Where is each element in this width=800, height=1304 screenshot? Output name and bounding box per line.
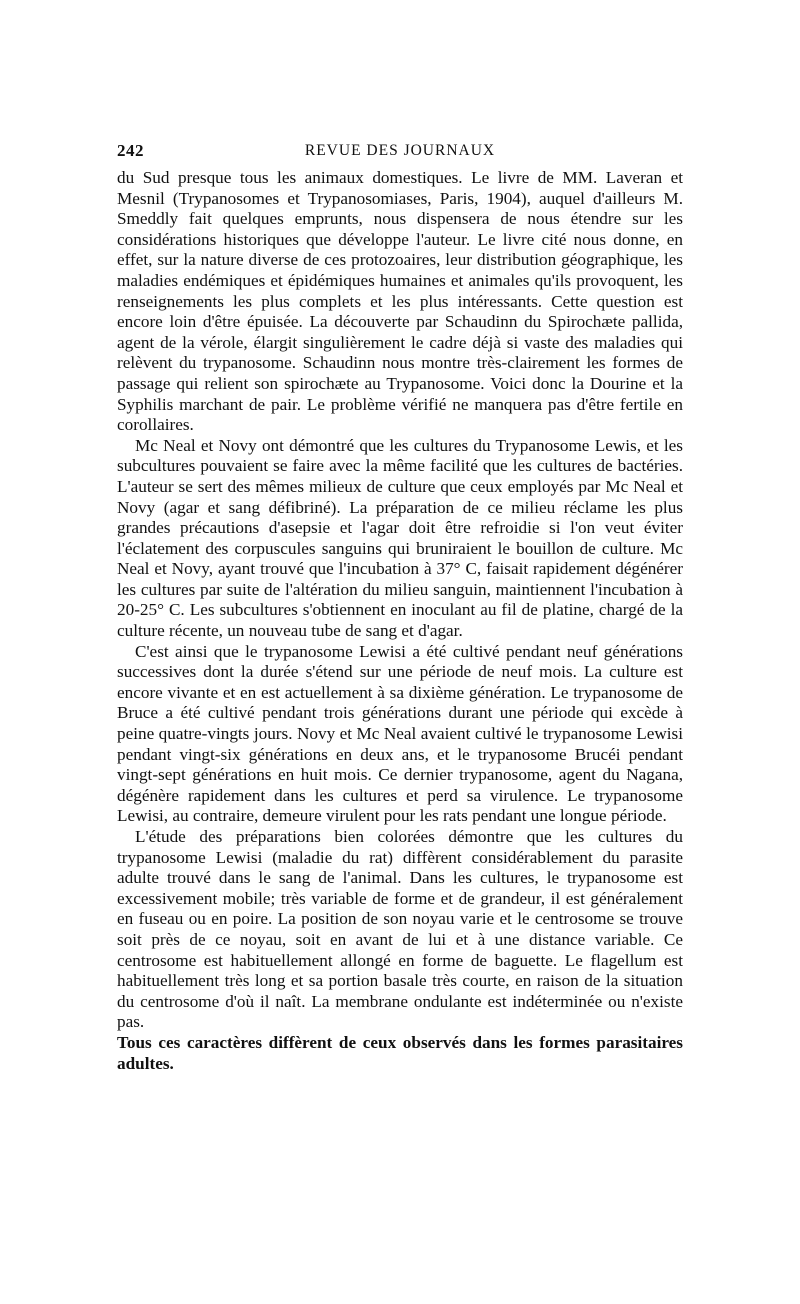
- article-body: [117, 168, 683, 1074]
- running-head: REVUE DES JOURNAUX: [304, 142, 496, 159]
- journal-page: [117, 138, 683, 1074]
- paragraph-continuation: du Sud presque tous les animaux domestiques. Le livre de MM. Laveran et Mesnil (Trypanosomes et Trypanosomiases, Paris, 1904), auquel d'ailleurs M. Smeddly fait quelques emprunts, nous dispensera de nous étendre sur les considérations historiques que développe l'auteur. Le livre cité nous donne, en effet, sur la nature diverse de ces protozoaires, leur distribution géographique, les maladies endémiques et épidémiques humaines et animales qu'ils provoquent, les renseignements les plus complets et les plus intéressants. Cette question est encore loin d'être épuisée. La découverte par Schaudinn du Spirochæte pallida, agent de la vérole, élargit singulièrement le cadre déjà si vaste des maladies qui relèvent du trypanosome. Schaudinn nous montre très-clairement les formes de passage qui relient son spirochæte au Trypanosome. Voici donc la Dourine et la Syphilis marchant de pair. Le problème vérifié ne manquera pas d'être fertile en corollaires.: [117, 168, 683, 435]
- page-header: [117, 138, 683, 164]
- paragraph-preparations: L'étude des préparations bien colorées démontre que les cultures du trypanosome Lewisi (maladie du rat) diffèrent considérablement du parasite adulte trouvé dans le sang de l'animal. Dans les cultures, le trypanosome est excessivement mobile; très variable de forme et de grandeur, il est généralement en fuseau ou en poire. La position de son noyau varie et le centrosome se trouve soit près de ce noyau, soit en avant de lui et à une distance variable. Ce centrosome est habituellement allongé en forme de baguette. Le flagellum est habituellement très long et sa portion basale très courte, en raison de la situation du centrosome d'où il naît. La membrane ondulante est indéterminée ou n'existe pas.: [117, 827, 683, 1032]
- paragraph-generations: C'est ainsi que le trypanosome Lewisi a été cultivé pendant neuf générations successives dont la durée s'étend sur une période de neuf mois. La culture est encore vivante et en est actuellement à sa dixième génération. Le trypanosome de Bruce a été cultivé pendant trois générations durant une période qui excède à peine quatre-vingts jours. Novy et Mc Neal avaient cultivé le trypanosome Lewisi pendant vingt-six générations en deux ans, et le trypanosome Brucéi pendant vingt-sept générations en huit mois. Ce dernier trypanosome, agent du Nagana, dégénère rapidement dans les cultures et perd sa virulence. Le trypanosome Lewisi, au contraire, demeure virulent pour les rats pendant une longue période.: [117, 641, 683, 826]
- page-number: 242: [117, 141, 144, 160]
- paragraph-cultures: Mc Neal et Novy ont démontré que les cultures du Trypanosome Lewis, et les subcultures pouvaient se faire avec la même facilité que les cultures de bactéries. L'auteur se sert des mêmes milieux de culture que ceux employés par Mc Neal et Novy (agar et sang défibriné). La préparation de ce milieu réclame les plus grandes précautions d'asepsie et l'agar doit être refroidie si l'on veut éviter l'éclatement des corpuscules sanguins qui bruniraient le bouillon de culture. Mc Neal et Novy, ayant trouvé que l'incubation à 37° C, faisait rapidement dégénérer les cultures par suite de l'altération du milieu sanguin, maintiennent l'incubation à 20-25° C. Les subcultures s'obtiennent en inoculant au fil de platine, chargé de la culture récente, un nouveau tube de sang et d'agar.: [117, 435, 683, 641]
- paragraph-conclusion: Tous ces caractères diffèrent de ceux observés dans les formes parasitaires adultes.: [117, 1032, 683, 1073]
